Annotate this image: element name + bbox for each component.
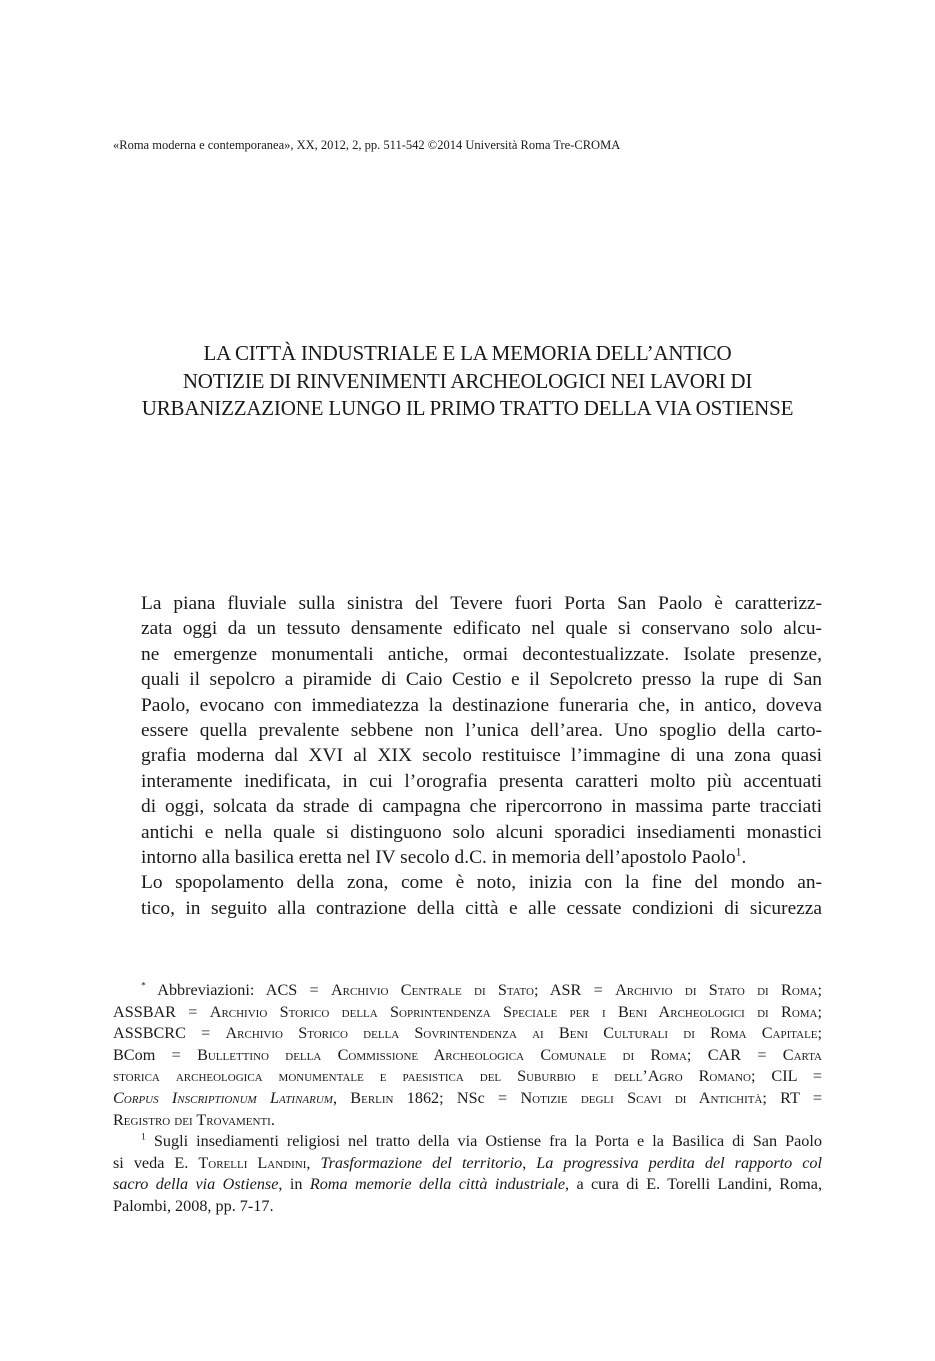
paragraph-2: [113, 870, 822, 921]
footnote-fragment: Archivio Centrale di Stato: [330, 981, 534, 999]
text-line: tico, in seguito alla contrazione della città e alle cessate condizioni di sicurezza: [141, 897, 822, 919]
footnote-fragment: 1862; NSc =: [393, 1088, 521, 1107]
title-line: URBANIZZAZIONE LUNGO IL PRIMO TRATTO DELLA VIA OSTIENSE: [141, 396, 794, 420]
footnote-1: [113, 1131, 822, 1217]
footnote-fragment: sacro della via Ostiense: [113, 1175, 279, 1194]
footnote-fragment: ,: [306, 1153, 321, 1172]
footnote-fragment: .: [270, 1110, 275, 1129]
footnote-fragment: ASSBCRC =: [113, 1024, 226, 1043]
footnote-fragment: Notizie degli Scavi di Antichità: [520, 1088, 763, 1107]
footnote-line: [113, 1196, 822, 1218]
footnote-fragment: ;: [817, 981, 822, 999]
footnote-fragment: La progressiva perdita del rapporto col: [536, 1153, 823, 1172]
footnote-line: [113, 1174, 822, 1196]
footnote-fragment: Trasformazione del territorio: [320, 1153, 523, 1172]
footnote-fragment: ; RT =: [762, 1088, 823, 1107]
footnote-fragment: ,: [332, 1088, 351, 1107]
text-line: interamente inedificata, in cui l’orografia presenta caratteri molto più accentuati: [141, 770, 822, 792]
text-line: ne emergenze monumentali antiche, ormai decontestualizzate. Isolate presenze,: [141, 643, 822, 665]
footnote-mark: 1: [141, 1131, 146, 1143]
footnote-fragment: Corpus Inscriptionum Latinarum: [113, 1088, 333, 1107]
footnote-fragment: ASSBAR =: [113, 1002, 210, 1021]
footnote-fragment: ,: [522, 1153, 537, 1172]
text-line: Lo spopolamento della zona, come è noto, inizia con la fine del mondo an-: [141, 872, 822, 894]
footnote-line: [113, 1066, 822, 1088]
footnote-fragment: , in: [278, 1175, 310, 1194]
footnote-fragment: Sugli insediamenti religiosi nel tratto della via Ostiense fra la Porta e la Basilica di San Paolo: [153, 1132, 822, 1151]
text-line: antichi e nella quale si distinguono solo alcuni sporadici insediamenti monastici: [141, 821, 822, 843]
footnote-fragment: Palombi, 2008, pp. 7-17.: [113, 1196, 274, 1215]
footnote-line: [113, 1110, 822, 1132]
footnote-fragment: Abbreviazioni: ACS =: [157, 981, 331, 999]
footnote-fragment: Archivio Storico della Sovrintendenza ai Beni Culturali di Roma Capitale: [225, 1024, 818, 1043]
text-line: di oggi, solcata da strade di campagna che ripercorrono in massima parte tracciati: [141, 796, 822, 818]
footnote-fragment: ;: [817, 1002, 823, 1021]
article-title: [100, 340, 835, 423]
footnote-fragment: Torelli Landini: [198, 1153, 307, 1172]
footnote-fragment: storica archeologica monumentale e paesistica del Suburbio e dell’Agro Romano: [113, 1067, 751, 1086]
footnote-fragment: Carta: [782, 1045, 822, 1064]
title-line: LA CITTÀ INDUSTRIALE E LA MEMORIA DELL’ANTICO: [203, 341, 732, 365]
footnote-fragment: Registro dei Trovamenti: [113, 1110, 271, 1129]
text-line: La piana fluviale sulla sinistra del Tevere fuori Porta San Paolo è caratterizz-: [141, 593, 822, 614]
footnote-mark: *: [141, 980, 146, 992]
footnote-fragment: Bullettino della Commissione Archeologica Comunale di Roma: [197, 1045, 687, 1064]
text-line: essere quella prevalente sebbene non l’unica dell’area. Uno spoglio della carto-: [141, 720, 822, 742]
footnote-line: [113, 980, 822, 1002]
footnote-line: [113, 1023, 822, 1045]
text-line: quali il sepolcro a piramide di Caio Cestio e il Sepolcreto presso la rupe di San: [141, 669, 822, 691]
text-fragment: intorno alla basilica eretta nel IV secolo d.C. in memoria dell’apostolo Paolo: [141, 847, 736, 869]
footnote-fragment: Berlin: [350, 1088, 394, 1107]
footnote-fragment: Archivio Storico della Soprintendenza Speciale per i Beni Archeologici di Roma: [209, 1002, 818, 1021]
footnote-line: [113, 1088, 822, 1110]
footnote-fragment: Roma memorie della città industriale: [309, 1175, 566, 1194]
footnote-fragment: ; CIL =: [750, 1067, 822, 1086]
journal-citation: «Roma moderna e contemporanea», XX, 2012, 2, pp. 511-542 ©2014 Università Roma Tre-CROMA: [113, 138, 621, 152]
footnote-line: [113, 1153, 822, 1175]
footnote-line: [113, 1131, 822, 1153]
text-fragment: .: [741, 847, 747, 869]
footnote-fragment: ;: [817, 1024, 823, 1043]
footnote-abbreviations: [113, 980, 822, 1131]
text-line: zata oggi da un tessuto densamente edificato nel quale si conservano solo alcu-: [141, 618, 822, 640]
title-line: NOTIZIE DI RINVENIMENTI ARCHEOLOGICI NEI LAVORI DI: [182, 368, 753, 393]
footnote-line: [113, 1002, 822, 1024]
footnote-fragment: ; ASR =: [533, 981, 616, 999]
text-line: grafia moderna dal XVI al XIX secolo restituisce l’immagine di una zona quasi: [141, 745, 822, 767]
footnote-line: [113, 1045, 822, 1067]
footnote-fragment: ; CAR =: [686, 1045, 783, 1064]
footnotes: [113, 980, 822, 1218]
text-line: [113, 845, 822, 870]
paragraph-1: [113, 591, 822, 870]
footnote-ref-1[interactable]: 1: [735, 845, 742, 859]
text-line: Paolo, evocano con immediatezza la destinazione funeraria che, in antico, doveva: [141, 694, 822, 716]
footnote-fragment: si veda E.: [113, 1153, 199, 1172]
body-text: [113, 591, 822, 921]
footnote-fragment: BCom =: [113, 1045, 198, 1064]
footnote-fragment: , a cura di E. Torelli Landini, Roma,: [565, 1175, 823, 1194]
footnote-fragment: Archivio di Stato di Roma: [615, 981, 818, 999]
